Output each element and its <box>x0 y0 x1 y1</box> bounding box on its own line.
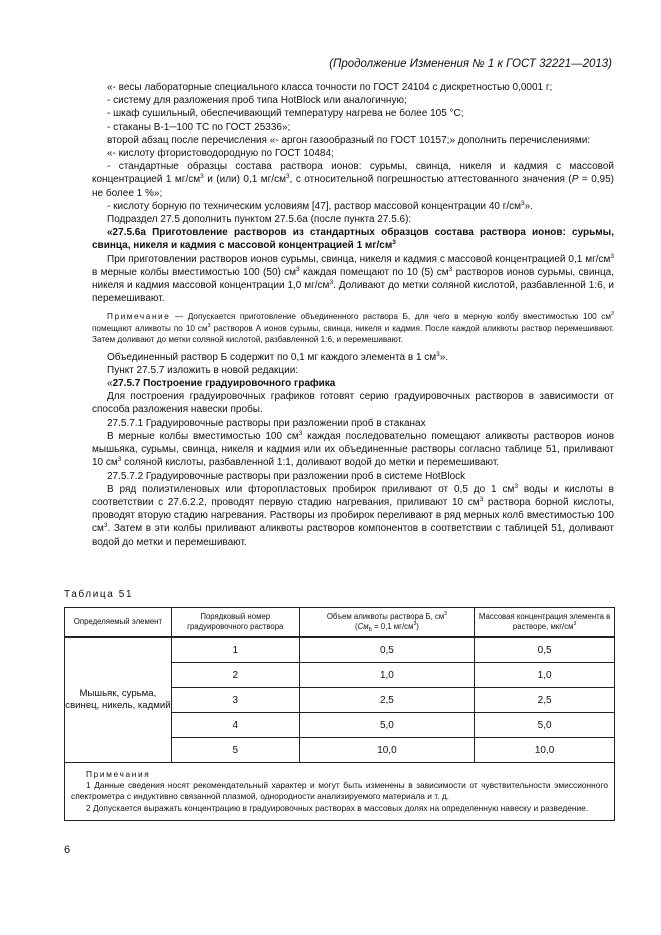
table-cell: 10,0 <box>299 738 475 763</box>
table-cell: 0,5 <box>299 637 475 663</box>
table-cell: 2,5 <box>299 688 475 713</box>
paragraph: Объединенный раствор Б содержит по 0,1 мг каждого элемента в 1 $см^3$». <box>107 350 449 363</box>
document-body <box>92 81 614 549</box>
column-header: Массовая концентрация элемента в растворе, мкг/$см^3$ <box>475 608 615 638</box>
table-cell: 1,0 <box>475 663 615 688</box>
paragraph: В ряд полиэтиленовых или фторопластовых пробирок приливают от 0,5 до 1 $см^3$ воды и кислоты в соответствии с 27.6.2.2, проводят первую стадию нагревания, приливают 10 $см^3$ раствора борной кислоты, проводят вторую стадию нагревания. Растворы из пробирок переливают в ряд мерных колб вместимостью 100 $см^3$. Затем в эти колбы приливают аликвоты растворов компонентов в соответствии с таблицей 51, доливают водой до метки и перемешивают. <box>92 482 614 548</box>
paragraph: «- весы лабораторные специального класса точности по ГОСТ 24104 с дискретностью 0,0001 г; <box>107 82 553 93</box>
column-header: Определяемый элемент <box>65 608 172 638</box>
paragraph: - кислоту борную по техническим условиям [47], раствор массовой концентрации 40 $г/см^3$». <box>107 199 534 212</box>
table-note: 2 Допускается выражать концентрацию в градуировочных растворах в массовых долях на определенную навеску и разведение. <box>86 802 589 813</box>
element-cell: Мышьяк, сурьма, свинец, никель, кадмий <box>65 637 172 763</box>
table-cell: 5,0 <box>475 713 615 738</box>
table-notes-row <box>65 763 615 821</box>
column-header: Порядковый номер градуировочного раствора <box>171 608 299 638</box>
column-header: Объем аликвоты раствора Б, $см^3$ ($См_Б = 0,1$ $мг/см^3$) <box>299 608 475 638</box>
table-cell: 5 <box>171 738 299 763</box>
paragraph: - стандартные образцы состава раствора ионов: сурьмы, свинца, никеля и кадмия с массовой концентрацией 1 $мг/см^3$ и (или) 0,1 $мг/см^3$, с относительной погрешностью аттестованного значения (P = 0,95) не более 1 %»; <box>92 161 614 199</box>
table-cell: 0,5 <box>475 637 615 663</box>
table-note: 1 Данные сведения носят рекомендательный характер и могут быть изменены в зависимости от чувствительности эмиссионного спектрометра с индуктивно связанной плазмой, однородности анализируемого материала и т. д. <box>71 780 608 802</box>
paragraph: 27.5.7.1 Градуировочные растворы при разложении проб в стаканах <box>107 417 426 429</box>
paragraph: Пункт 27.5.7 изложить в новой редакции: <box>107 364 299 376</box>
table-cell: 1 <box>171 637 299 663</box>
section-heading: «27.5.7 Построение градуировочного графика <box>107 378 336 390</box>
table-cell: 2 <box>171 663 299 688</box>
note: Примечание — Допускается приготовление объединенного раствора Б, для чего в мерную колбу вместимостью 100 $см^3$ помещают аликвоты по 10 $см^3$ растворов А ионов сурьмы, свинца, никеля и кадмия. После каждой аликвоты раствор перемешивают. Затем доливают до метки соляной кислотой, разбавленной 1:6, и перемешивают. <box>92 311 614 345</box>
paragraph: Подраздел 27.5 дополнить пунктом 27.5.6а (после пункта 27.5.6): <box>107 214 412 226</box>
notes-label: Примечания <box>86 769 151 779</box>
table-notes <box>65 763 615 821</box>
paragraph: второй абзац после перечисления «- аргон газообразный по ГОСТ 10157;» дополнить перечислениями: <box>107 134 591 146</box>
table-header-row <box>65 608 615 638</box>
paragraph: При приготовлении растворов ионов сурьмы, свинца, никеля и кадмия с массовой концентрацией 0,1 $мг/см^3$ в мерные колбы вместимостью 100 (50) $см^3$ каждая помещают по 10 (5) $см^3$ растворов ионов сурьмы, свинца, никеля и кадмия массовой концентрации 1,0 $мг/см^3$. Доливают до метки соляной кислотой, разбавленной 1:6, и перемешивают. <box>92 252 615 305</box>
table-cell: 10,0 <box>475 738 615 763</box>
table-cell: 1,0 <box>299 663 475 688</box>
table-cell: 5,0 <box>299 713 475 738</box>
table-cell: 2,5 <box>475 688 615 713</box>
paragraph: В мерные колбы вместимостью 100 $см^3$ каждая последовательно помещают аликвоты растворов ионов мышьяка, сурьмы, свинца, никеля и кадмия или их объединенные растворы согласно таблице 51, приливают 10 $см^3$ соляной кислоты, разбавленной 1:1, доливают водой до метки и перемешивают. <box>92 429 615 469</box>
paragraph: «- кислоту фтористоводородную по ГОСТ 10484; <box>107 148 334 160</box>
paragraph: - шкаф сушильный, обеспечивающий температуру нагрева не более 105 °С; <box>107 108 464 120</box>
paragraph: - систему для разложения проб типа HotBlock или аналогичную; <box>107 95 407 107</box>
paragraph: Для построения градуировочных графиков готовят серию градуировочных растворов в зависимости от способа разложения навески пробы. <box>92 391 614 416</box>
calibration-table <box>64 607 615 821</box>
section-heading: «27.5.6а Приготовление растворов из стандартных образцов состава раствора ионов: сурьмы, свинца, никеля и кадмия с массовой концентрацией 1 $мг/см^3$ <box>92 227 614 252</box>
paragraph: - стаканы В-1─100 ТС по ГОСТ 25336»; <box>107 121 291 133</box>
continuation-header: (Продолжение Изменения № 1 к ГОСТ 32221—2013) <box>329 58 612 70</box>
table-row <box>65 637 615 663</box>
paragraph: 27.5.7.2 Градуировочные растворы при разложении проб в системе HotBlock <box>107 470 466 482</box>
page-number: 6 <box>64 844 71 856</box>
table-cell: 4 <box>171 713 299 738</box>
table-caption: Таблица 51 <box>64 589 134 600</box>
table-cell: 3 <box>171 688 299 713</box>
